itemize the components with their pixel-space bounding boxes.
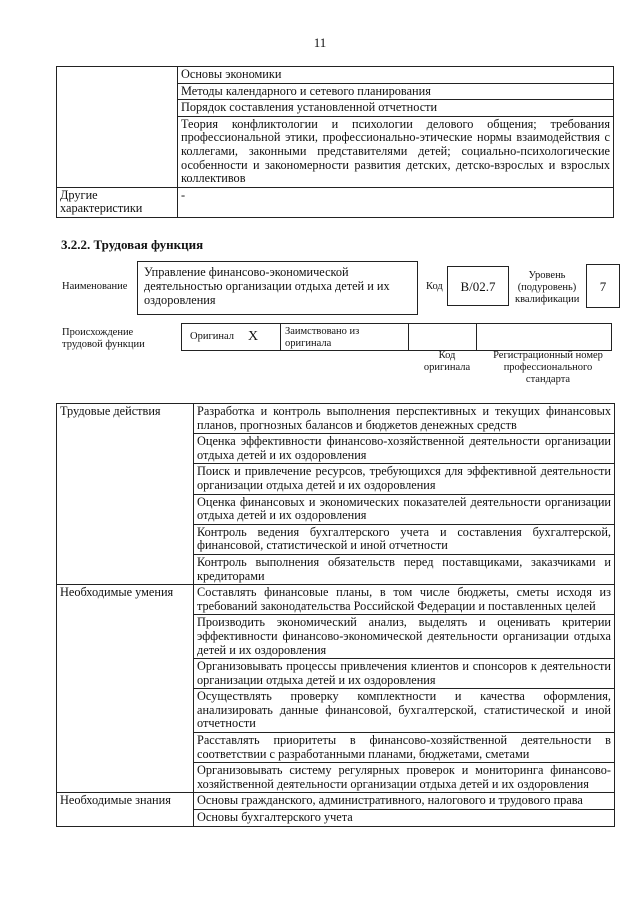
top-continuation-table	[56, 66, 614, 218]
labor-action-item: Разработка и контроль выполнения перспективных и текущих финансовых планов, прогнозных балансов и бюджетов денежных средств	[194, 404, 615, 434]
code-label: Код	[426, 281, 443, 292]
skill-item: Организовывать процессы привлечения клиентов и спонсоров к деятельности организации отдыха детей и их оздоровления	[194, 659, 615, 689]
skill-item: Производить экономический анализ, выделять и оценивать критерии эффективности финансово-экономической деятельности организации отдыха детей и их оздоровления	[194, 615, 615, 659]
function-code-value: B/02.7	[447, 266, 509, 306]
knowledge-item: Основы экономики	[178, 67, 614, 84]
knowledge-label: Необходимые знания	[57, 793, 194, 826]
top-table-label-cell	[57, 67, 178, 188]
labor-action-item: Поиск и привлечение ресурсов, требующихся для эффективной деятельности организации отдыха детей и их оздоровления	[194, 464, 615, 494]
knowledge-item: Основы бухгалтерского учета	[194, 810, 615, 827]
skill-item: Осуществлять проверку комплектности и качества оформления, анализировать данные финансовой, бухгалтерской, статистической и иной отчетности	[194, 689, 615, 733]
skill-item: Составлять финансовые планы, в том числе бюджеты, сметы исходя из требований законодательства Российской Федерации и поставленных целей	[194, 585, 615, 615]
registration-number-cell	[477, 323, 612, 351]
borrowed-label: Заимствовано из оригинала	[281, 323, 409, 351]
other-characteristics-label: Другие характеристики	[57, 187, 178, 217]
origin-label: Происхождение трудовой функции	[62, 327, 145, 350]
labor-action-item: Контроль ведения бухгалтерского учета и составления бухгалтерской, финансовой, статистической и иной отчетности	[194, 524, 615, 554]
knowledge-item: Теория конфликтологии и психологии делового общения; требования профессиональной этики, профессионально-этические нормы взаимодействия с коллегами, законными представителями детей; социально-психологические особенности и закономерности развития детских, детско-взрослых и взрослых коллективов	[178, 116, 614, 187]
origin-row	[181, 323, 612, 351]
labor-action-item: Оценка финансовых и экономических показателей деятельности организации отдыха детей и их оздоровления	[194, 494, 615, 524]
original-code-cell	[409, 323, 477, 351]
function-name-value: Управление финансово-экономической деятельностью организации отдыха детей и их оздоровления	[137, 261, 418, 315]
registration-number-caption: Регистрационный номер профессионального стандарта	[493, 350, 603, 385]
skills-label: Необходимые умения	[57, 585, 194, 793]
labor-actions-label: Трудовые действия	[57, 404, 194, 585]
other-characteristics-value: -	[178, 187, 614, 217]
labor-action-item: Оценка эффективности финансово-хозяйственной деятельности организации отдыха детей и их оздоровления	[194, 434, 615, 464]
qualification-level-value: 7	[586, 264, 620, 308]
original-label: Оригинал	[190, 331, 234, 342]
section-heading: 3.2.2. Трудовая функция	[61, 237, 204, 252]
labor-function-table	[56, 403, 615, 827]
original-mark: X	[248, 329, 259, 344]
original-cell	[181, 323, 281, 351]
skill-item: Организовывать систему регулярных проверок и мониторинга финансово-хозяйственной деятельности организации отдыха детей и их оздоровления	[194, 763, 615, 793]
name-label: Наименование	[62, 281, 128, 292]
page-number: 11	[313, 35, 327, 50]
labor-action-item: Контроль выполнения обязательств перед поставщиками, заказчиками и кредиторами	[194, 554, 615, 584]
knowledge-item: Порядок составления установленной отчетности	[178, 100, 614, 117]
qualification-level-label: Уровень (подуровень) квалификации	[515, 270, 580, 305]
skill-item: Расставлять приоритеты в финансово-хозяйственной деятельности в соответствии с разработанными планами, бюджетами, сметами	[194, 733, 615, 763]
original-code-caption: Код оригинала	[423, 350, 471, 373]
knowledge-item: Методы календарного и сетевого планирования	[178, 83, 614, 100]
knowledge-item: Основы гражданского, административного, налогового и трудового права	[194, 793, 615, 810]
